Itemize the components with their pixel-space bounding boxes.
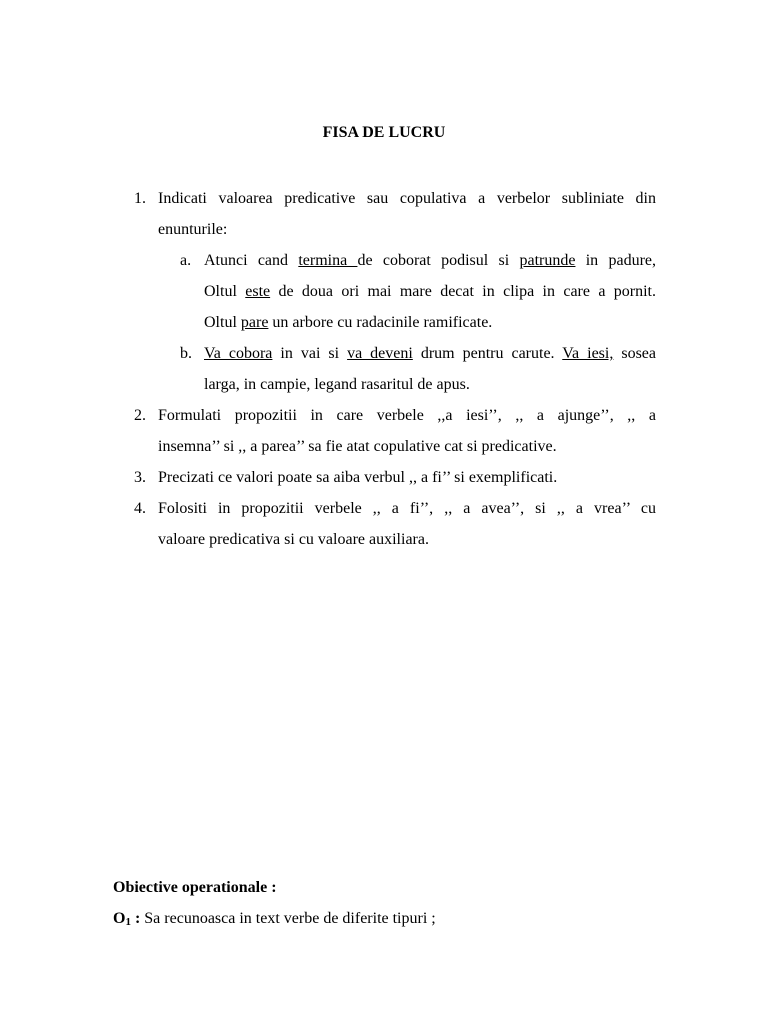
sentence-line xyxy=(204,338,656,369)
exercise-item-4 xyxy=(134,493,656,555)
underlined-verb: Va cobora xyxy=(204,345,273,362)
sub-item-label: a. xyxy=(180,252,192,269)
sentence-line xyxy=(204,307,656,338)
page-title: FISA DE LUCRU xyxy=(322,124,446,141)
item-text-line: Indicati valoarea predicative sau copulativa a verbelor subliniate din xyxy=(158,190,656,207)
objective-letter: O xyxy=(113,910,126,927)
text-segment: in padure, xyxy=(575,252,656,269)
sentence-line xyxy=(204,245,656,276)
text-segment: sosea xyxy=(613,345,657,362)
underlined-verb: este xyxy=(245,283,271,300)
text-segment: de coborat podisul si xyxy=(357,252,520,269)
underlined-verb: Va iesi, xyxy=(562,345,614,362)
item-text-line: Formulati propozitii in care verbele ,,a iesi’’, ,, a ajunge’’, ,, a xyxy=(158,407,656,424)
sub-exercise-b xyxy=(180,338,656,400)
item-number: 4. xyxy=(134,500,146,517)
sentence-line: larga, in campie, legand rasaritul de apus. xyxy=(204,376,470,393)
underlined-verb: pare xyxy=(240,314,269,331)
sub-exercise-a xyxy=(180,245,656,338)
item-number: 3. xyxy=(134,469,146,486)
text-segment: Atunci cand xyxy=(204,252,299,269)
objectives-section xyxy=(113,872,436,934)
exercise-list xyxy=(134,183,656,555)
sub-exercise-list xyxy=(180,245,656,400)
text-segment: Oltul xyxy=(204,283,246,300)
sentence-line xyxy=(204,276,656,307)
objective-text: Sa recunoasca in text verbe de diferite tipuri ; xyxy=(140,910,436,927)
objective-separator: : xyxy=(130,910,141,927)
text-segment: in vai si xyxy=(272,345,348,362)
exercise-item-3 xyxy=(134,462,656,493)
item-number: 1. xyxy=(134,190,146,207)
objective-label xyxy=(113,910,140,927)
text-segment: de doua ori mai mare decat in clipa in care a pornit. xyxy=(270,283,656,300)
item-text-line: Precizati ce valori poate sa aiba verbul ,, a fi’’ si exemplificati. xyxy=(158,469,558,486)
objective-index: 1 xyxy=(125,916,131,928)
underlined-verb: va deveni xyxy=(347,345,413,362)
text-segment: Oltul xyxy=(204,314,241,331)
item-text-line: Folositi in propozitii verbele ,, a fi’’, ,, a avea’’, si ,, a vrea’’ cu xyxy=(158,500,656,517)
text-segment: un arbore cu radacinile ramificate. xyxy=(268,314,493,331)
underlined-verb: patrunde xyxy=(519,252,576,269)
text-segment: drum pentru carute. xyxy=(412,345,563,362)
underlined-verb: termina xyxy=(298,252,358,269)
sub-item-label: b. xyxy=(180,345,192,362)
item-text-line: insemna’’ si ,, a parea’’ sa fie atat copulative cat si predicative. xyxy=(158,438,557,455)
exercise-item-2 xyxy=(134,400,656,462)
item-number: 2. xyxy=(134,407,146,424)
item-text-line: enunturile: xyxy=(158,221,228,238)
objectives-heading: Obiective operationale : xyxy=(113,879,277,896)
item-text-line: valoare predicativa si cu valoare auxiliara. xyxy=(158,531,429,548)
objective-o1 xyxy=(113,903,436,934)
exercise-item-1 xyxy=(134,183,656,400)
